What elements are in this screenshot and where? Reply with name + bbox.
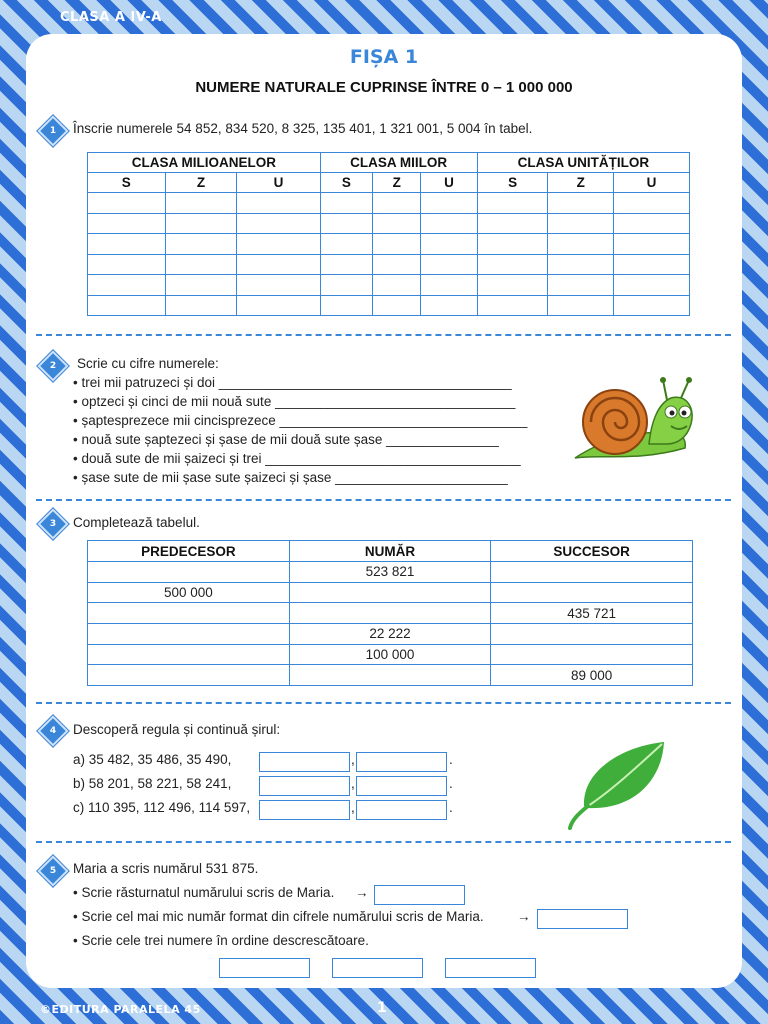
table-subheader: S (320, 173, 372, 193)
table-cell: 435 721 (491, 603, 693, 624)
table-cell[interactable] (373, 275, 421, 296)
table-row (88, 275, 690, 296)
table-cell[interactable] (613, 234, 689, 255)
table-cell[interactable] (165, 295, 237, 316)
exercise-number-badge: 1 (37, 115, 68, 146)
table-row (88, 624, 693, 645)
table-subheader: S (477, 173, 548, 193)
table-cell[interactable] (613, 213, 689, 234)
table-cell[interactable] (88, 665, 290, 686)
table-cell: 89 000 (491, 665, 693, 686)
answer-box[interactable] (219, 958, 310, 978)
predecessor-successor-table (87, 540, 693, 686)
class-table (87, 152, 690, 316)
period: . (449, 752, 453, 767)
table-cell[interactable] (477, 213, 548, 234)
table-cell[interactable] (548, 254, 613, 275)
table-cell[interactable] (613, 193, 689, 214)
comma: , (351, 800, 355, 815)
page-title: FIȘA 1 (349, 46, 419, 68)
table-cell[interactable] (613, 295, 689, 316)
table-cell[interactable] (477, 295, 548, 316)
table-cell[interactable] (548, 193, 613, 214)
list-item: • nouă sute șaptezeci și șase de mii două sute șase _______________ (73, 432, 499, 447)
table-cell[interactable] (237, 234, 320, 255)
table-cell[interactable] (613, 275, 689, 296)
table-cell[interactable] (289, 582, 491, 603)
table-cell[interactable] (88, 295, 166, 316)
section-divider (36, 334, 731, 336)
sequence-row-a: a) 35 482, 35 486, 35 490, (73, 752, 232, 767)
exercise-5-line-3: • Scrie cele trei numere în ordine descrescătoare. (73, 933, 369, 948)
sequence-row-b: b) 58 201, 58 221, 58 241, (73, 776, 232, 791)
table-cell[interactable] (373, 234, 421, 255)
page-number: 1 (377, 1000, 387, 1016)
table-cell[interactable] (88, 234, 166, 255)
table-header: SUCCESOR (491, 541, 693, 562)
exercise-5-intro: Maria a scris numărul 531 875. (73, 861, 259, 876)
table-cell[interactable] (373, 254, 421, 275)
table-header: PREDECESOR (88, 541, 290, 562)
exercise-number-badge: 2 (37, 350, 68, 381)
table-cell[interactable] (613, 254, 689, 275)
arrow-icon: → (517, 909, 531, 924)
table-header: NUMĂR (289, 541, 491, 562)
table-cell[interactable] (421, 193, 477, 214)
exercise-4-instruction: Descoperă regula și continuă șirul: (73, 722, 281, 737)
answer-box[interactable] (445, 958, 536, 978)
answer-box[interactable] (537, 909, 628, 929)
worksheet (26, 34, 742, 988)
exercise-number-badge: 3 (37, 508, 68, 539)
table-subheader: S (88, 173, 166, 193)
table-cell[interactable] (548, 234, 613, 255)
table-cell[interactable] (88, 275, 166, 296)
table-cell[interactable] (237, 213, 320, 234)
period: . (449, 776, 453, 791)
section-divider (36, 499, 731, 501)
table-cell[interactable] (491, 562, 693, 583)
table-cell[interactable] (237, 275, 320, 296)
exercise-1-instruction: Înscrie numerele 54 852, 834 520, 8 325, 135 401, 1 321 001, 5 004 în tabel. (73, 121, 533, 136)
table-row (88, 193, 690, 214)
table-cell[interactable] (320, 295, 372, 316)
table-subheader: U (421, 173, 477, 193)
table-cell[interactable] (88, 254, 166, 275)
answer-box[interactable] (356, 752, 447, 772)
table-cell[interactable] (477, 234, 548, 255)
table-cell[interactable] (491, 624, 693, 645)
table-cell[interactable] (88, 603, 290, 624)
table-cell[interactable] (165, 234, 237, 255)
table-cell[interactable] (320, 254, 372, 275)
table-cell[interactable] (548, 275, 613, 296)
exercise-number-badge: 5 (37, 855, 68, 886)
table-cell[interactable] (88, 562, 290, 583)
exercise-number-badge: 4 (37, 715, 68, 746)
table-cell[interactable] (491, 644, 693, 665)
table-cell: 500 000 (88, 582, 290, 603)
table-cell[interactable] (373, 213, 421, 234)
table-row (88, 603, 693, 624)
sequence-row-c: c) 110 395, 112 496, 114 597, (73, 800, 251, 815)
table-row (88, 213, 690, 234)
table-cell[interactable] (477, 254, 548, 275)
table-cell[interactable] (88, 213, 166, 234)
table-subheader: U (613, 173, 689, 193)
table-cell[interactable] (165, 254, 237, 275)
table-row (88, 234, 690, 255)
answer-box[interactable] (259, 800, 350, 820)
table-cell[interactable] (477, 275, 548, 296)
table-cell[interactable] (320, 193, 372, 214)
table-cell[interactable] (421, 275, 477, 296)
table-cell[interactable] (165, 213, 237, 234)
table-cell[interactable] (421, 213, 477, 234)
list-item: • șaptesprezece mii cincisprezece _________________________________ (73, 413, 528, 428)
table-row (88, 562, 693, 583)
table-cell[interactable] (88, 193, 166, 214)
class-label: CLASA A IV-A (60, 10, 162, 25)
table-cell[interactable] (237, 193, 320, 214)
table-cell[interactable] (165, 193, 237, 214)
table-header: CLASA UNITĂȚILOR (477, 153, 689, 173)
list-item: • două sute de mii șaizeci și trei __________________________________ (73, 451, 521, 466)
table-cell: 22 222 (289, 624, 491, 645)
answer-box[interactable] (356, 800, 447, 820)
exercise-2-instruction: Scrie cu cifre numerele: (77, 356, 219, 371)
comma: , (351, 776, 355, 791)
table-header: CLASA MIILOR (320, 153, 477, 173)
table-cell[interactable] (421, 254, 477, 275)
table-cell[interactable] (320, 213, 372, 234)
table-subheader: Z (373, 173, 421, 193)
table-cell[interactable] (373, 193, 421, 214)
table-row (88, 295, 690, 316)
table-cell[interactable] (88, 644, 290, 665)
table-subheader: U (237, 173, 320, 193)
table-subheader: Z (165, 173, 237, 193)
answer-box[interactable] (374, 885, 465, 905)
snail-illustration (567, 374, 697, 466)
table-row (88, 582, 693, 603)
table-cell[interactable] (373, 295, 421, 316)
table-cell[interactable] (421, 295, 477, 316)
section-divider (36, 841, 731, 843)
comma: , (351, 752, 355, 767)
page-subtitle: NUMERE NATURALE CUPRINSE ÎNTRE 0 – 1 000 000 (195, 79, 573, 96)
table-cell[interactable] (477, 193, 548, 214)
table-cell[interactable] (320, 234, 372, 255)
list-item: • trei mii patruzeci și doi _______________________________________ (73, 375, 512, 390)
period: . (449, 800, 453, 815)
publisher-label: ©EDITURA PARALELA 45 (40, 1003, 201, 1016)
arrow-icon: → (355, 885, 369, 900)
list-item: • șase sute de mii șase sute șaizeci și șase _______________________ (73, 470, 508, 485)
leaf-illustration (564, 740, 668, 830)
exercise-5-line-2: • Scrie cel mai mic număr format din cifrele numărului scris de Maria. (73, 909, 484, 924)
exercise-3-instruction: Completează tabelul. (73, 515, 200, 530)
table-subheader: Z (548, 173, 613, 193)
answer-box[interactable] (356, 776, 447, 796)
table-cell: 523 821 (289, 562, 491, 583)
exercise-5-line-1: • Scrie răsturnatul numărului scris de Maria. (73, 885, 335, 900)
table-cell[interactable] (88, 624, 290, 645)
table-cell[interactable] (320, 275, 372, 296)
table-cell: 100 000 (289, 644, 491, 665)
answer-box[interactable] (259, 776, 350, 796)
answer-box[interactable] (332, 958, 423, 978)
table-cell[interactable] (421, 234, 477, 255)
table-header: CLASA MILIOANELOR (88, 153, 321, 173)
answer-box[interactable] (259, 752, 350, 772)
table-cell[interactable] (548, 295, 613, 316)
table-row (88, 644, 693, 665)
section-divider (36, 702, 731, 704)
table-cell[interactable] (548, 213, 613, 234)
table-cell[interactable] (491, 582, 693, 603)
table-row (88, 665, 693, 686)
table-cell[interactable] (237, 254, 320, 275)
table-cell[interactable] (289, 665, 491, 686)
table-row (88, 254, 690, 275)
list-item: • optzeci și cinci de mii nouă sute ________________________________ (73, 394, 516, 409)
table-cell[interactable] (237, 295, 320, 316)
table-cell[interactable] (289, 603, 491, 624)
table-cell[interactable] (165, 275, 237, 296)
